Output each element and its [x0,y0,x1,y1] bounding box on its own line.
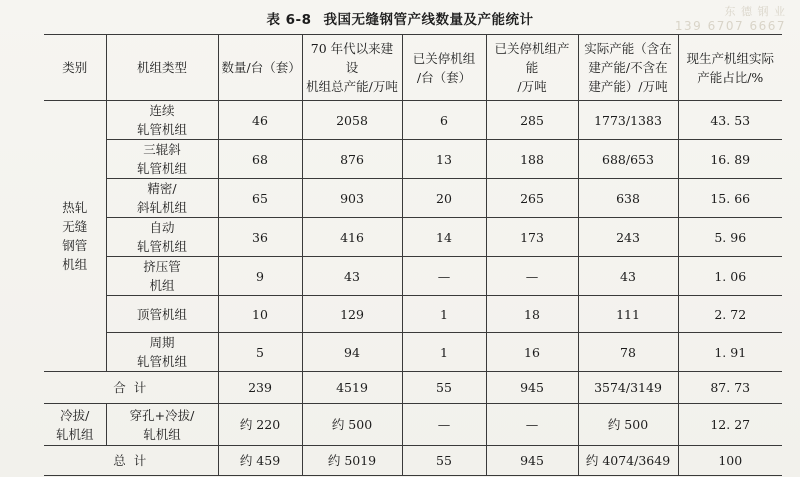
closed-capacity-cell: 173 [486,218,578,257]
category-cell [44,404,106,446]
cell-line: 斜轧机组 [136,200,187,215]
unit-type-cell [106,296,218,333]
cell-line: 机组总产能/万吨 [306,79,398,94]
unit-type-cell [106,179,218,218]
closed-capacity-cell: — [486,404,578,446]
qty-cell: 65 [218,179,302,218]
cell-line: 轧管机组 [136,239,187,254]
qty-cell: 46 [218,101,302,140]
qty-cell: 约 459 [218,446,302,476]
cell-line: 三辊斜 [143,142,181,157]
cell-line: 穿孔+冷拔/ [129,407,195,423]
actual-capacity-cell: 243 [578,218,678,257]
cell-line: 机组 [149,278,175,293]
closed-cell: 55 [402,372,486,404]
unit-type-cell [106,101,218,140]
cell-line: 轧管机组 [136,122,187,137]
watermark-phone: 139 6707 6667 [674,19,786,33]
cell-line: 轧机组 [55,426,94,442]
closed-cell: 6 [402,101,486,140]
closed-cell: 55 [402,446,486,476]
actual-capacity-cell: 43 [578,257,678,296]
table-row [44,140,782,179]
capacity-cell: 43 [302,257,402,296]
closed-capacity-cell: 945 [486,372,578,404]
table-row [44,179,782,218]
share-cell: 5. 96 [678,218,782,257]
closed-capacity-cell: 945 [486,446,578,476]
cell-line: 挤压管 [143,259,181,274]
cell-line: 类别 [62,60,88,75]
cell-line: 周期 [149,335,175,350]
share-cell: 2. 72 [678,296,782,333]
column-header [218,35,302,101]
column-header [302,35,402,101]
qty-cell: 36 [218,218,302,257]
cell-line: 机组 [62,257,88,272]
cell-line: 热轧 [62,200,88,215]
column-header [106,35,218,101]
watermark [675,4,786,34]
share-cell: 1. 91 [678,333,782,372]
qty-cell: 68 [218,140,302,179]
cell-line: 连续 [149,103,175,118]
cell-line: 轧管机组 [136,161,187,176]
qty-cell: 10 [218,296,302,333]
table-row [44,101,782,140]
closed-cell: 20 [402,179,486,218]
closed-cell: 14 [402,218,486,257]
share-cell: 15. 66 [678,179,782,218]
table-row [44,257,782,296]
cell-line: 机组类型 [136,60,187,75]
cell-line: 建产能）/万吨 [588,79,668,94]
qty-cell: 约 220 [218,404,302,446]
cell-line: 已关停机组 [412,50,476,66]
cell-line: 精密/ [147,181,177,196]
total-row [44,446,782,476]
table-row [44,404,782,446]
closed-cell: 13 [402,140,486,179]
unit-type-cell [106,404,218,446]
capacity-cell: 876 [302,140,402,179]
unit-type-cell [106,333,218,372]
share-cell: 1. 06 [678,257,782,296]
watermark-company: 东 德 钢 业 [724,5,786,18]
closed-cell: — [402,257,486,296]
capacity-cell: 约 500 [302,404,402,446]
capacity-cell: 4519 [302,372,402,404]
column-header [486,35,578,101]
cell-line: 建产能/不含在 [588,60,668,75]
closed-cell: 1 [402,333,486,372]
unit-type-cell [106,257,218,296]
qty-cell: 9 [218,257,302,296]
closed-capacity-cell: 265 [486,179,578,218]
table-number: 表 6-8 [266,12,312,28]
category-cell [44,101,106,372]
cell-line: 钢管 [62,238,88,253]
share-cell: 87. 73 [678,372,782,404]
cell-line: 数量/台（套） [221,60,301,75]
closed-cell: 1 [402,296,486,333]
closed-capacity-cell: 16 [486,333,578,372]
column-header [44,35,106,101]
closed-capacity-cell: 188 [486,140,578,179]
capacity-cell: 903 [302,179,402,218]
share-cell: 43. 53 [678,101,782,140]
total-label: 总 计 [44,446,218,476]
actual-capacity-cell: 约 4074/3649 [578,446,678,476]
closed-cell: — [402,404,486,446]
unit-type-cell [106,140,218,179]
subtotal-row [44,372,782,404]
table-row [44,333,782,372]
closed-capacity-cell: 18 [486,296,578,333]
cell-line: 顶管机组 [136,306,187,322]
capacity-cell: 约 5019 [302,446,402,476]
actual-capacity-cell: 3574/3149 [578,372,678,404]
column-header [402,35,486,101]
actual-capacity-cell: 111 [578,296,678,333]
share-cell: 100 [678,446,782,476]
cell-line: 自动 [149,220,175,235]
cell-line: 冷拔/ [60,407,90,423]
closed-capacity-cell: 285 [486,101,578,140]
share-cell: 12. 27 [678,404,782,446]
subtotal-label: 合 计 [44,372,218,404]
header-row [44,35,782,101]
actual-capacity-cell: 688/653 [578,140,678,179]
table-row [44,296,782,333]
cell-line: 实际产能（含在 [584,41,672,56]
cell-line: 轧机组 [143,426,181,442]
qty-cell: 5 [218,333,302,372]
actual-capacity-cell: 78 [578,333,678,372]
actual-capacity-cell: 638 [578,179,678,218]
cell-line: /台（套） [416,69,472,85]
actual-capacity-cell: 1773/1383 [578,101,678,140]
cell-line: /万吨 [517,79,547,94]
share-cell: 16. 89 [678,140,782,179]
table-title: 我国无缝钢管产线数量及产能统计 [323,12,534,28]
table-row [44,218,782,257]
cell-line: 产能占比/% [697,69,764,85]
cell-line: 轧管机组 [136,354,187,369]
unit-type-cell [106,218,218,257]
cell-line: 无缝 [62,219,88,234]
actual-capacity-cell: 约 500 [578,404,678,446]
qty-cell: 239 [218,372,302,404]
table-body [44,101,782,476]
capacity-table [44,34,782,476]
capacity-cell: 94 [302,333,402,372]
capacity-cell: 129 [302,296,402,333]
capacity-cell: 416 [302,218,402,257]
column-header [678,35,782,101]
cell-line: 70 年代以来建设 [310,41,394,75]
cell-line: 已关停机组产能 [494,41,570,75]
capacity-cell: 2058 [302,101,402,140]
cell-line: 现生产机组实际 [686,50,774,66]
column-header [578,35,678,101]
closed-capacity-cell: — [486,257,578,296]
